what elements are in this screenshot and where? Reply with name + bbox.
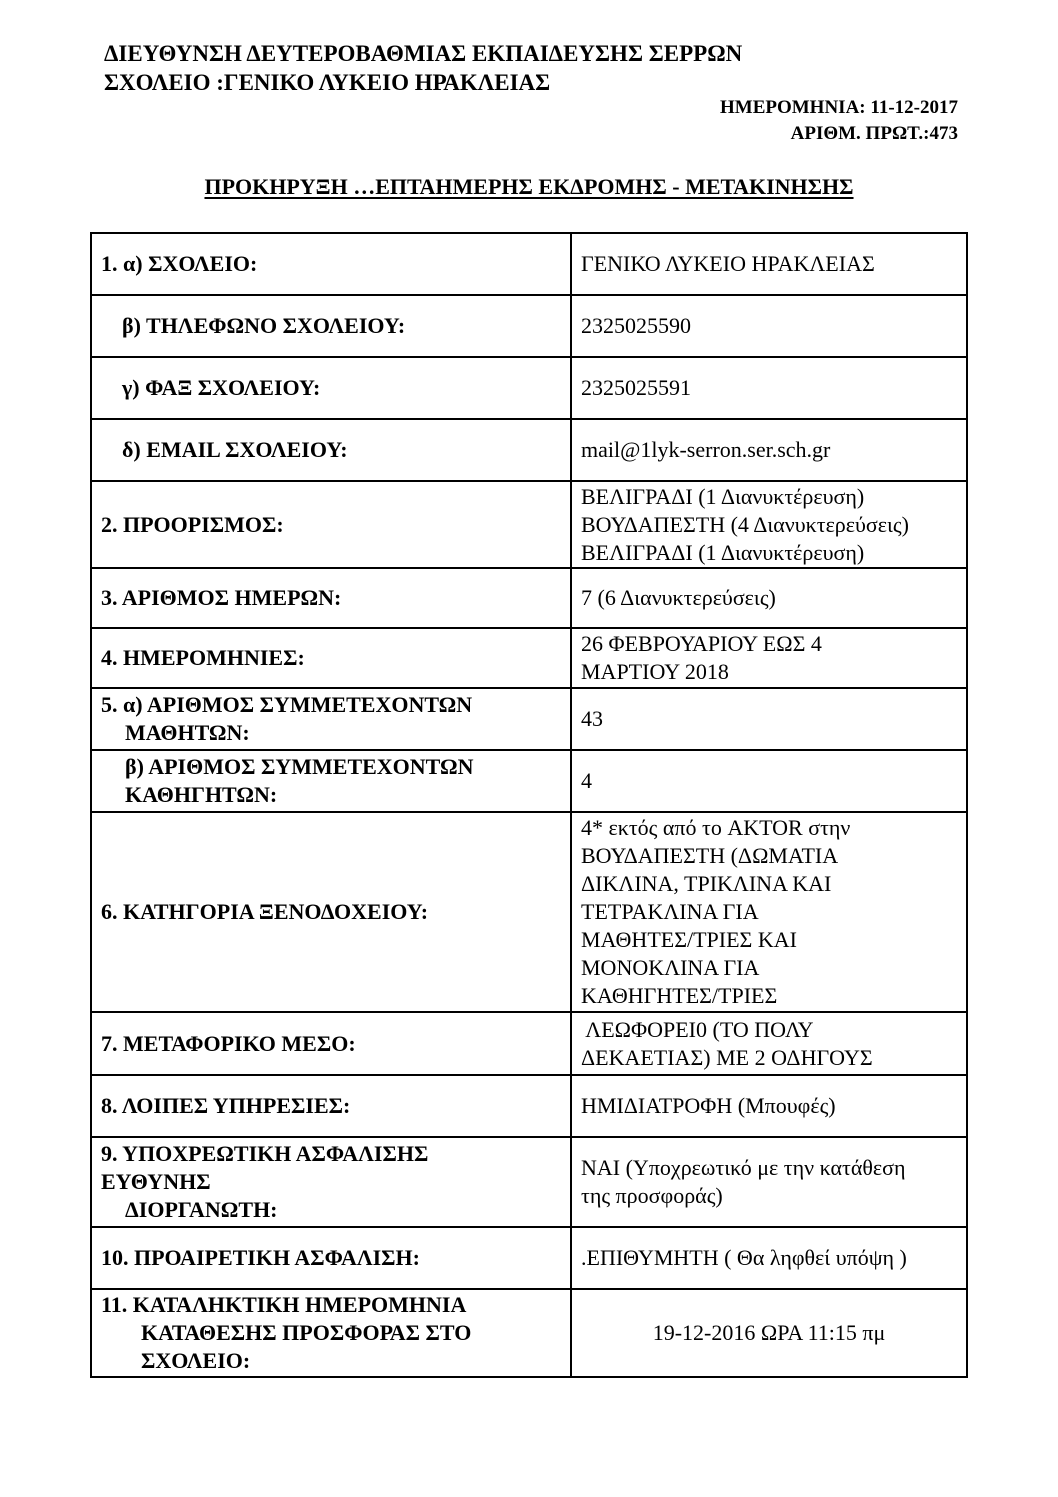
- value-line: 26 ΦΕΒΡΟΥΑΡΙΟΥ ΕΩΣ 4: [581, 631, 822, 656]
- row-value: [571, 481, 967, 568]
- row-value: [571, 1289, 967, 1377]
- row-label: [91, 812, 571, 1012]
- table-row: [91, 688, 967, 750]
- label-line: δ) EMAIL ΣΧΟΛΕΙΟΥ:: [122, 437, 348, 462]
- document-date: ΗΜΕΡΟΜΗΝΙΑ: 11-12-2017: [719, 97, 958, 118]
- row-value: [571, 295, 967, 357]
- label-line: β) ΤΗΛΕΦΩΝΟ ΣΧΟΛΕΙΟΥ:: [122, 313, 406, 338]
- row-label: [91, 1075, 571, 1137]
- table-row: [91, 1227, 967, 1289]
- label-line: 2. ΠΡΟΟΡΙΣΜΟΣ:: [101, 511, 284, 537]
- label-line: 4. ΗΜΕΡΟΜΗΝΙΕΣ:: [101, 645, 305, 670]
- document-title-text: ΠΡΟΚΗΡΥΞΗ …ΕΠΤΑΗΜΕΡΗΣ ΕΚΔΡΟΜΗΣ - ΜΕΤΑΚΙΝΗΣΗΣ: [204, 174, 854, 199]
- row-value: [571, 1012, 967, 1075]
- value-line: 2325025591: [581, 375, 691, 400]
- value-line: 19-12-2016 ΩΡΑ 11:15 πμ: [652, 1320, 886, 1345]
- row-value: [571, 688, 967, 750]
- label-line: ΚΑΤΑΘΕΣΗΣ ΠΡΟΣΦΟΡΑΣ ΣΤΟ: [141, 1320, 472, 1345]
- label-line: 1. α) ΣΧΟΛΕΙΟ:: [101, 251, 258, 276]
- row-label: [91, 233, 571, 295]
- row-label: [91, 1137, 571, 1227]
- value-line: ΚΑΘΗΓΗΤΕΣ/ΤΡΙΕΣ: [581, 983, 778, 1008]
- label-line: 8. ΛΟΙΠΕΣ ΥΠΗΡΕΣΙΕΣ:: [101, 1093, 351, 1118]
- table-row: [91, 1012, 967, 1075]
- value-line: 43: [581, 706, 603, 731]
- value-line: 7 (6 Διανυκτερεύσεις): [581, 585, 776, 610]
- value-line: .ΕΠΙΘΥΜΗΤΗ ( Θα ληφθεί υπόψη ): [581, 1245, 907, 1270]
- row-label: [91, 357, 571, 419]
- value-line: ΤΕΤΡΑΚΛΙΝΑ ΓΙΑ: [581, 899, 759, 924]
- label-line: ΚΑΘΗΓΗΤΩΝ:: [125, 782, 278, 807]
- directorate-heading: ΔΙΕΥΘΥΝΣΗ ΔΕΥΤΕΡΟΒΑΘΜΙΑΣ ΕΚΠΑΙΔΕΥΣΗΣ ΣΕΡΡΩΝ: [104, 41, 743, 66]
- value-line: ΔΙΚΛΙΝΑ, ΤΡΙΚΛΙΝΑ ΚΑΙ: [581, 871, 832, 896]
- row-value: [571, 1075, 967, 1137]
- label-line: β) ΑΡΙΘΜΟΣ ΣΥΜΜΕΤΕΧΟΝΤΩΝ: [125, 754, 474, 779]
- table-row: [91, 481, 967, 568]
- table-row: [91, 233, 967, 295]
- row-label: [91, 628, 571, 688]
- row-label: [91, 1227, 571, 1289]
- row-label: [91, 1012, 571, 1075]
- value-line: ΜΑΘΗΤΕΣ/ΤΡΙΕΣ ΚΑΙ: [581, 927, 797, 952]
- label-line: 3. ΑΡΙΘΜΟΣ ΗΜΕΡΩΝ:: [101, 585, 342, 610]
- value-line: ΒΟΥΔΑΠΕΣΤΗ (ΔΩΜΑΤΙΑ: [581, 843, 839, 868]
- value-line: ΝΑΙ (Υποχρεωτικό με την κατάθεση: [581, 1155, 906, 1180]
- row-label: [91, 568, 571, 628]
- label-line: 10. ΠΡΟΑΙΡΕΤΙΚΗ ΑΣΦΑΛΙΣΗ:: [101, 1245, 420, 1270]
- trip-details-table: [90, 232, 968, 1378]
- protocol-number: ΑΡΙΘΜ. ΠΡΩΤ.:473: [790, 123, 958, 144]
- table-row: [91, 812, 967, 1012]
- row-value: [571, 357, 967, 419]
- value-line: 4* εκτός από το AKTOR στην: [581, 815, 851, 840]
- value-line: της προσφοράς): [581, 1183, 723, 1208]
- table-row: [91, 1137, 967, 1227]
- row-value: [571, 568, 967, 628]
- value-line: ΒΟΥΔΑΠΕΣΤΗ (4 Διανυκτερεύσεις): [581, 511, 909, 537]
- row-value: [571, 1227, 967, 1289]
- row-value: [571, 628, 967, 688]
- label-line: ΔΙΟΡΓΑΝΩΤΗ:: [125, 1197, 278, 1222]
- table-row: [91, 357, 967, 419]
- table-row: [91, 750, 967, 812]
- value-line: 4: [581, 768, 592, 793]
- table-row: [91, 628, 967, 688]
- school-heading: ΣΧΟΛΕΙΟ :ΓΕΝΙΚΟ ΛΥΚΕΙΟ ΗΡΑΚΛΕΙΑΣ: [104, 70, 551, 95]
- row-value: [571, 1137, 967, 1227]
- row-label: [91, 1289, 571, 1377]
- row-label: [91, 750, 571, 812]
- row-value: [571, 233, 967, 295]
- label-line: ΕΥΘΥΝΗΣ: [101, 1169, 211, 1194]
- label-line: ΣΧΟΛΕΙΟ:: [141, 1348, 251, 1373]
- row-label: [91, 481, 571, 568]
- value-line: 2325025590: [581, 313, 691, 338]
- table-row: [91, 1075, 967, 1137]
- value-line: ΜΑΡΤΙΟΥ 2018: [581, 659, 729, 684]
- value-line: ΔΕΚΑΕΤΙΑΣ) ΜΕ 2 ΟΔΗΓΟΥΣ: [581, 1044, 873, 1070]
- label-line: 5. α) ΑΡΙΘΜΟΣ ΣΥΜΜΕΤΕΧΟΝΤΩΝ: [101, 692, 473, 717]
- table-row: [91, 568, 967, 628]
- row-label: [91, 688, 571, 750]
- label-line: 7. ΜΕΤΑΦΟΡΙΚΟ ΜΕΣΟ:: [101, 1030, 356, 1056]
- label-line: 6. ΚΑΤΗΓΟΡΙΑ ΞΕΝΟΔΟΧΕΙΟΥ:: [101, 899, 429, 924]
- value-line: ΓΕΝΙΚΟ ΛΥΚΕΙΟ ΗΡΑΚΛΕΙΑΣ: [581, 251, 875, 276]
- row-label: [91, 295, 571, 357]
- row-value: [571, 812, 967, 1012]
- value-line: mail@1lyk-serron.ser.sch.gr: [581, 437, 831, 462]
- table-row: [91, 295, 967, 357]
- label-line: 9. ΥΠΟΧΡΕΩΤΙΚΗ ΑΣΦΑΛΙΣΗΣ: [101, 1141, 429, 1166]
- row-value: [571, 750, 967, 812]
- label-line: ΜΑΘΗΤΩΝ:: [125, 720, 250, 745]
- table-row: [91, 419, 967, 481]
- value-line: ΛΕΩΦΟΡΕΙ0 (ΤΟ ΠΟΛΥ: [581, 1016, 814, 1042]
- value-line: ΜΟΝΟΚΛΙΝΑ ΓΙΑ: [581, 955, 760, 980]
- value-line: ΒΕΛΙΓΡΑΔΙ (1 Διανυκτέρευση): [581, 483, 865, 509]
- row-label: [91, 419, 571, 481]
- document-title: [90, 174, 968, 200]
- label-line: γ) ΦΑΞ ΣΧΟΛΕΙΟΥ:: [122, 375, 321, 400]
- row-value: [571, 419, 967, 481]
- label-line: 11. ΚΑΤΑΛΗΚΤΙΚΗ ΗΜΕΡΟΜΗΝΙΑ: [101, 1292, 467, 1317]
- value-line: ΒΕΛΙΓΡΑΔΙ (1 Διανυκτέρευση): [581, 539, 865, 565]
- value-line: ΗΜΙΔΙΑΤΡΟΦΗ (Μπουφές): [581, 1093, 836, 1118]
- table-row: [91, 1289, 967, 1377]
